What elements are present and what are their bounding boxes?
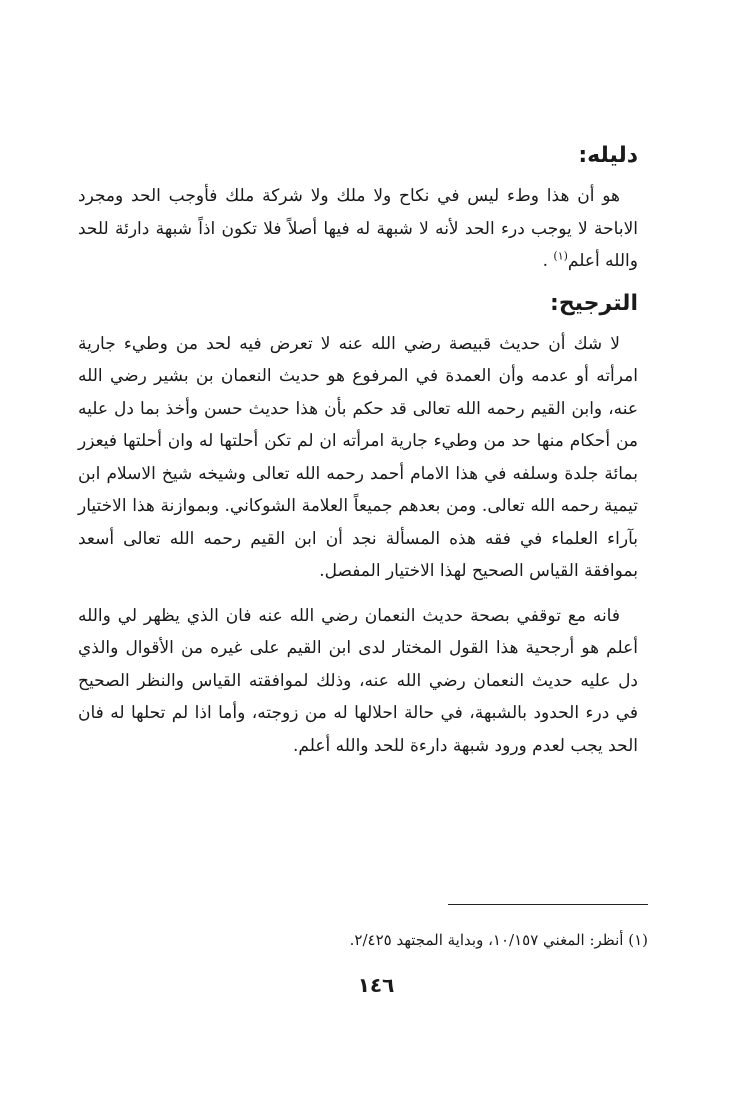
section-heading-preference: الترجيح: <box>550 290 638 316</box>
main-content <box>78 128 638 762</box>
evidence-end: . <box>542 251 554 271</box>
evidence-text: هو أن هذا وطء ليس في نكاح ولا ملك ولا شركة ملك فأوجب الحد ومجرد الاباحة لا يوجب درء الحد لأنه لا شبهة له فيها أصلاً فلا تكون اذاً شبهة دارئة للحد والله أعلم <box>78 186 638 271</box>
footnote-divider <box>448 904 648 905</box>
preference-paragraph-2: فانه مع توقفي بصحة حديث النعمان رضي الله عنه فان الذي يظهر لي والله أعلم هو أرجحية هذا القول المختار لدى ابن القيم على غيره من الأقوال والذي دل عليه حديث النعمان رضي الله عنه، وذلك لموافقته القياس والنظر الصحيح في درء الحدود بالشبهة، في حالة احلالها له من زوجته، وأما اذا لم تحلها له فان الحد يجب لعدم ورود شبهة دارءة للحد والله أعلم. <box>78 605 638 756</box>
page-number: ١٤٦ <box>357 973 395 997</box>
footnote: (١) أنظر: المغني ١٠/١٥٧، وبداية المجتهد ٢/٤٢٥. <box>349 931 648 949</box>
preference-paragraph-1: لا شك أن حديث قبيصة رضي الله عنه لا تعرض فيه لحد من وطيء جارية امرأته أو عدمه وأن العمدة في المرفوع هو حديث النعمان بن بشير رضي الله عنه، وابن القيم رحمه الله تعالى قد حكم بأن هذا حديث حسن وأخذ بما دل عليه من أحكام منها حد من وطيء جارية امرأته ان لم تكن أحلتها له وان أحلتها فيعزر بمائة جلدة وسلفه في هذا الامام أحمد رحمه الله تعالى وشيخه شيخ الاسلام ابن تيمية رحمه الله تعالى. ومن بعدهم جميعاً العلامة الشوكاني. وبموازنة هذا الاختيار بآراء العلماء في فقه هذه المسألة نجد أن ابن القيم رحمه الله تعالى أسعد بموافقة القياس الصحيح لهذا الاختيار المفصل. <box>78 333 638 581</box>
footnote-reference[interactable]: (١) <box>553 249 568 263</box>
evidence-paragraph <box>78 180 638 278</box>
section-heading-evidence: دليله: <box>578 143 638 168</box>
